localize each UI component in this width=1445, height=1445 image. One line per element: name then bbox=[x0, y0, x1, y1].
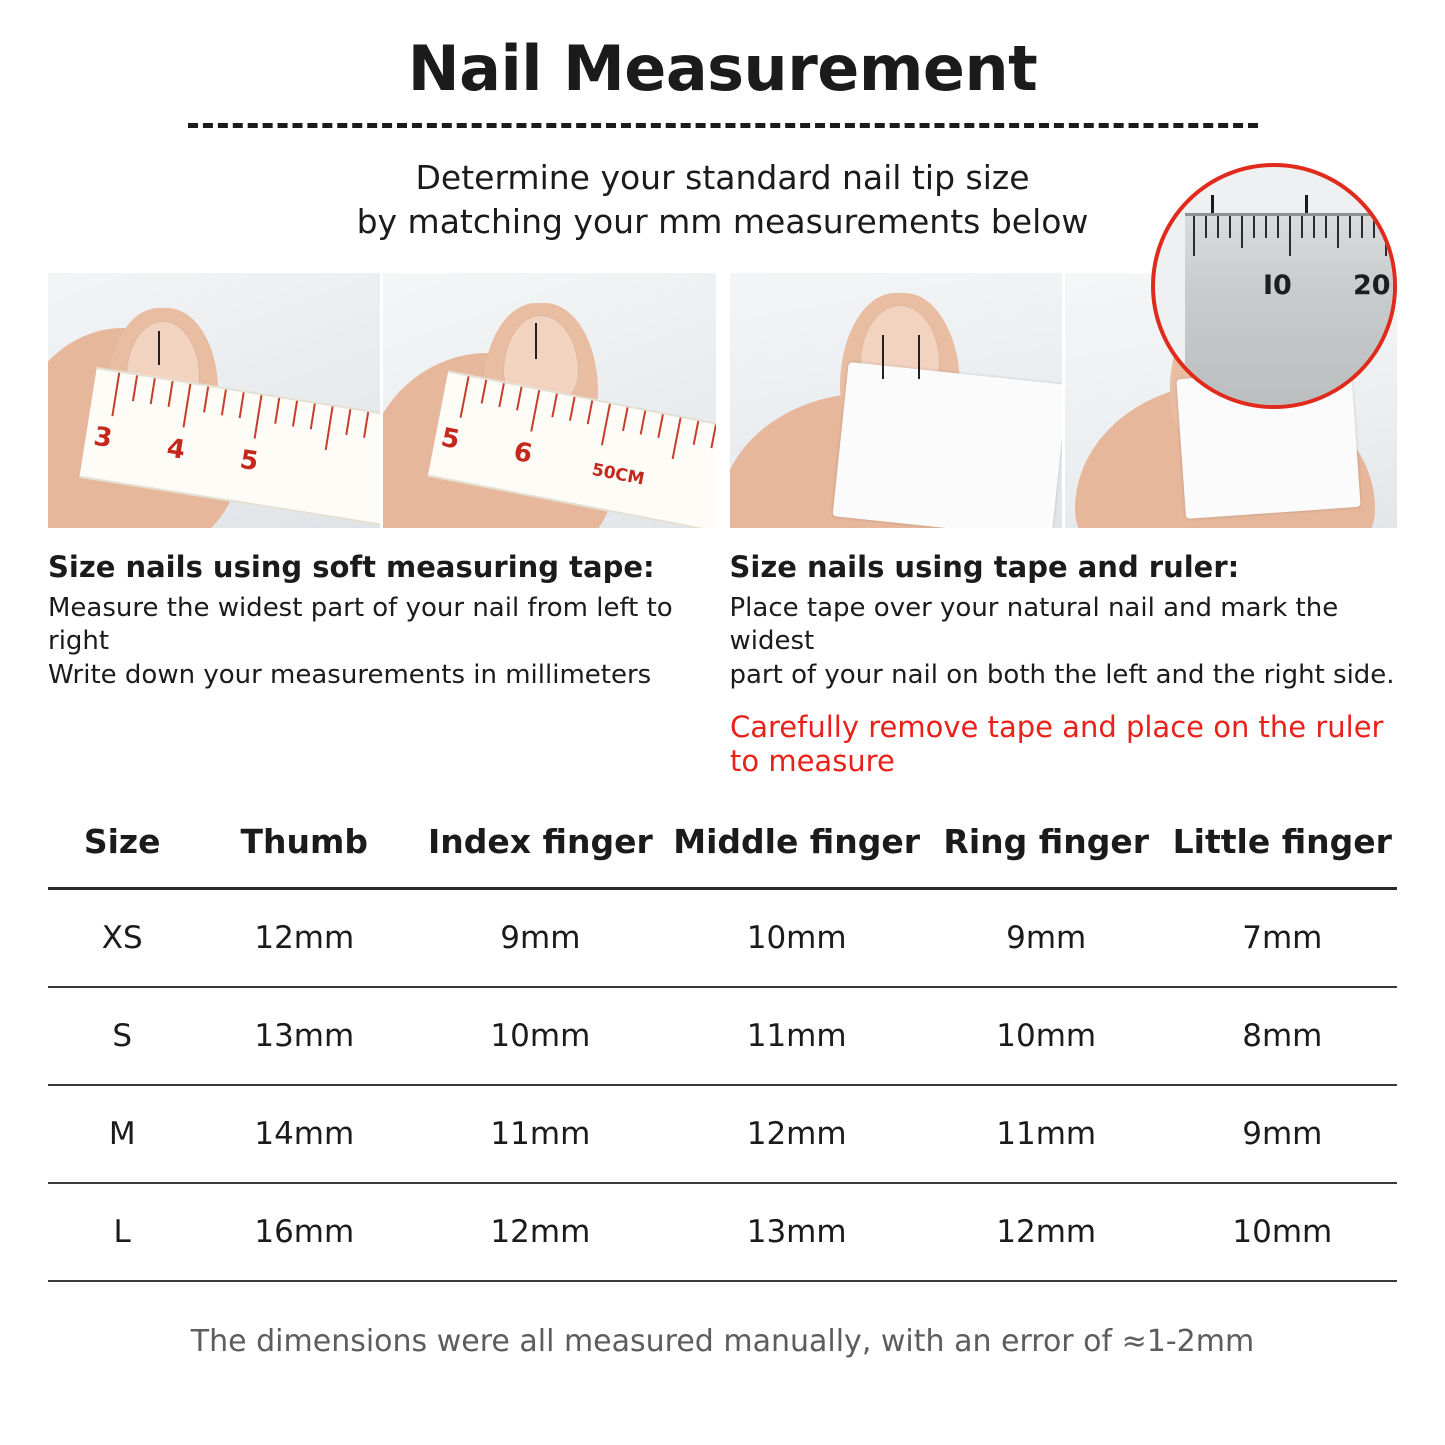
column-header-thumb: Thumb bbox=[240, 821, 369, 861]
cell-ring: 9mm bbox=[925, 888, 1168, 987]
subtitle-line-2: by matching your mm measurements below bbox=[356, 201, 1089, 241]
photo-strip bbox=[48, 270, 1397, 528]
tape-number: 6 bbox=[511, 437, 535, 470]
cell-middle: 11mm bbox=[669, 987, 925, 1085]
cell-little: 7mm bbox=[1168, 888, 1397, 987]
table-row bbox=[48, 1183, 1397, 1281]
column-header-size: Size bbox=[83, 821, 161, 861]
instructions-right-line-1: Place tape over your natural nail and mark the widest bbox=[729, 593, 1339, 657]
table-header-row bbox=[48, 812, 1397, 889]
cell-size: M bbox=[48, 1085, 196, 1183]
tape-mark-right bbox=[918, 335, 920, 379]
cell-thumb: 13mm bbox=[196, 987, 412, 1085]
cell-index: 9mm bbox=[412, 888, 668, 987]
cell-size: S bbox=[48, 987, 196, 1085]
cell-index: 12mm bbox=[412, 1183, 668, 1281]
tape-mark-left bbox=[882, 335, 884, 379]
footnote: The dimensions were all measured manually, with an error of ≈1-2mm bbox=[190, 1323, 1255, 1359]
tape-scale-label: 50CM bbox=[590, 460, 647, 490]
ruler-number: I0 bbox=[1263, 270, 1292, 302]
column-header-index-finger: Index finger bbox=[427, 821, 653, 861]
cell-middle: 13mm bbox=[669, 1183, 925, 1281]
photo-tape-strip-on-nail-left bbox=[730, 273, 1062, 528]
instructions-left-heading: Size nails using soft measuring tape: bbox=[48, 550, 655, 585]
instructions-left-line-2: Write down your measurements in millimeters bbox=[48, 659, 652, 690]
nail-mark bbox=[158, 331, 160, 365]
cell-little: 10mm bbox=[1168, 1183, 1397, 1281]
white-tape-strip bbox=[832, 362, 1062, 528]
cell-middle: 10mm bbox=[669, 888, 925, 987]
page-title: Nail Measurement bbox=[407, 32, 1038, 105]
metal-ruler bbox=[1185, 213, 1397, 409]
warning-text: Carefully remove tape and place on the ruler to measure bbox=[730, 709, 1384, 778]
tape-number: 5 bbox=[438, 422, 463, 456]
subtitle-line-1: Determine your standard nail tip size bbox=[415, 158, 1030, 198]
cell-thumb: 16mm bbox=[196, 1183, 412, 1281]
tape-number: 4 bbox=[164, 433, 188, 466]
photo-group-tape-measure bbox=[48, 273, 716, 528]
table-row bbox=[48, 1085, 1397, 1183]
column-header-middle-finger: Middle finger bbox=[673, 821, 921, 861]
tape-mark-left bbox=[1211, 195, 1214, 215]
instructions-right-heading: Size nails using tape and ruler: bbox=[729, 550, 1240, 585]
ruler-number: 20 bbox=[1353, 270, 1391, 302]
cell-little: 8mm bbox=[1168, 987, 1397, 1085]
instructions-section bbox=[48, 550, 1397, 692]
cell-index: 11mm bbox=[412, 1085, 668, 1183]
cell-ring: 12mm bbox=[925, 1183, 1168, 1281]
cell-middle: 12mm bbox=[669, 1085, 925, 1183]
cell-index: 10mm bbox=[412, 987, 668, 1085]
cell-size: XS bbox=[48, 888, 196, 987]
tape-number: 3 bbox=[91, 421, 115, 455]
table-row bbox=[48, 987, 1397, 1085]
dashed-divider bbox=[188, 123, 1258, 128]
photo-tape-measure-on-nail-right bbox=[383, 273, 715, 528]
nail-mark bbox=[535, 323, 537, 359]
cell-thumb: 14mm bbox=[196, 1085, 412, 1183]
column-header-little-finger: Little finger bbox=[1172, 821, 1392, 861]
cell-little: 9mm bbox=[1168, 1085, 1397, 1183]
cell-size: L bbox=[48, 1183, 196, 1281]
column-header-ring-finger: Ring finger bbox=[943, 821, 1149, 861]
instructions-left bbox=[48, 550, 716, 692]
instructions-right bbox=[730, 550, 1398, 692]
cell-thumb: 12mm bbox=[196, 888, 412, 987]
instructions-left-line-1: Measure the widest part of your nail from left to right bbox=[48, 593, 673, 657]
size-chart-table bbox=[48, 812, 1397, 1282]
instructions-right-line-2: part of your nail on both the left and the right side. bbox=[729, 659, 1395, 690]
cell-ring: 10mm bbox=[925, 987, 1168, 1085]
ruler-magnifier bbox=[1151, 163, 1397, 409]
photo-tape-measure-on-nail-left bbox=[48, 273, 380, 528]
tape-mark-right bbox=[1305, 195, 1308, 215]
tape-number: 5 bbox=[237, 445, 261, 478]
table-row bbox=[48, 888, 1397, 987]
cell-ring: 11mm bbox=[925, 1085, 1168, 1183]
